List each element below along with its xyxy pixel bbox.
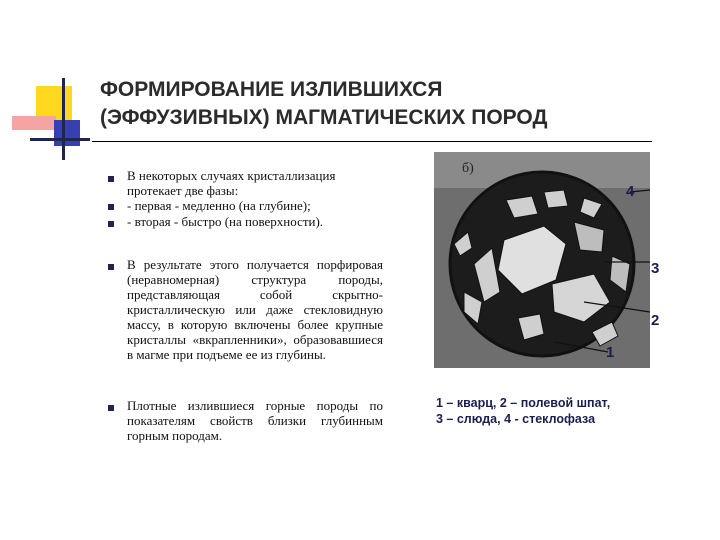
decor-vertical-line [62,78,65,160]
title-line-1: ФОРМИРОВАНИЕ ИЗЛИВШИХСЯ [100,78,443,101]
bullet-text-5: Плотные излившиеся горные породы по показателям свойств близки глубинным горным породам. [127,398,383,443]
bullet-text-1: В некоторых случаях кристаллизация протекает две фазы: [127,168,336,198]
figure-label-3: 3 [651,260,660,277]
rock-thin-section-figure [434,152,650,368]
bullet-marker [108,264,114,270]
decor-red-bar [12,116,56,130]
slide-title [100,76,690,132]
bullet-marker [108,221,114,227]
bullet-text-4: В результате этого получается порфировая (неравномерная) структура породы, представляющая собой скрытно-кристаллическую или даже стекловидную массу, в которую включены более крупные кристаллы «вкрапленники», образовавшиеся в магме при подъеме ее из глубины. [127,257,383,362]
bullet-text-3: - вторая - быстро (на поверхности). [127,214,324,229]
decor-blue-square [54,120,80,146]
title-underline [92,141,652,142]
decor-horizontal-line [30,138,90,141]
figure-corner-label: б) [462,161,474,176]
decor-yellow-square [36,86,72,120]
caption-line-2: 3 – слюда, 4 - стеклофаза [436,412,596,426]
figure-caption [436,395,686,427]
figure-label-1: 1 [606,344,615,361]
figure-label-2: 2 [651,312,660,329]
bullet-text-2: - первая - медленно (на глубине); [127,198,311,213]
bullet-marker [108,405,114,411]
caption-line-1: 1 – кварц, 2 – полевой шпат, [436,396,611,410]
bullet-marker [108,176,114,182]
figure-label-4: 4 [626,183,635,200]
bullet-marker [108,204,114,210]
title-line-2: (ЭФФУЗИВНЫХ) МАГМАТИЧЕСКИХ ПОРОД [100,106,548,129]
